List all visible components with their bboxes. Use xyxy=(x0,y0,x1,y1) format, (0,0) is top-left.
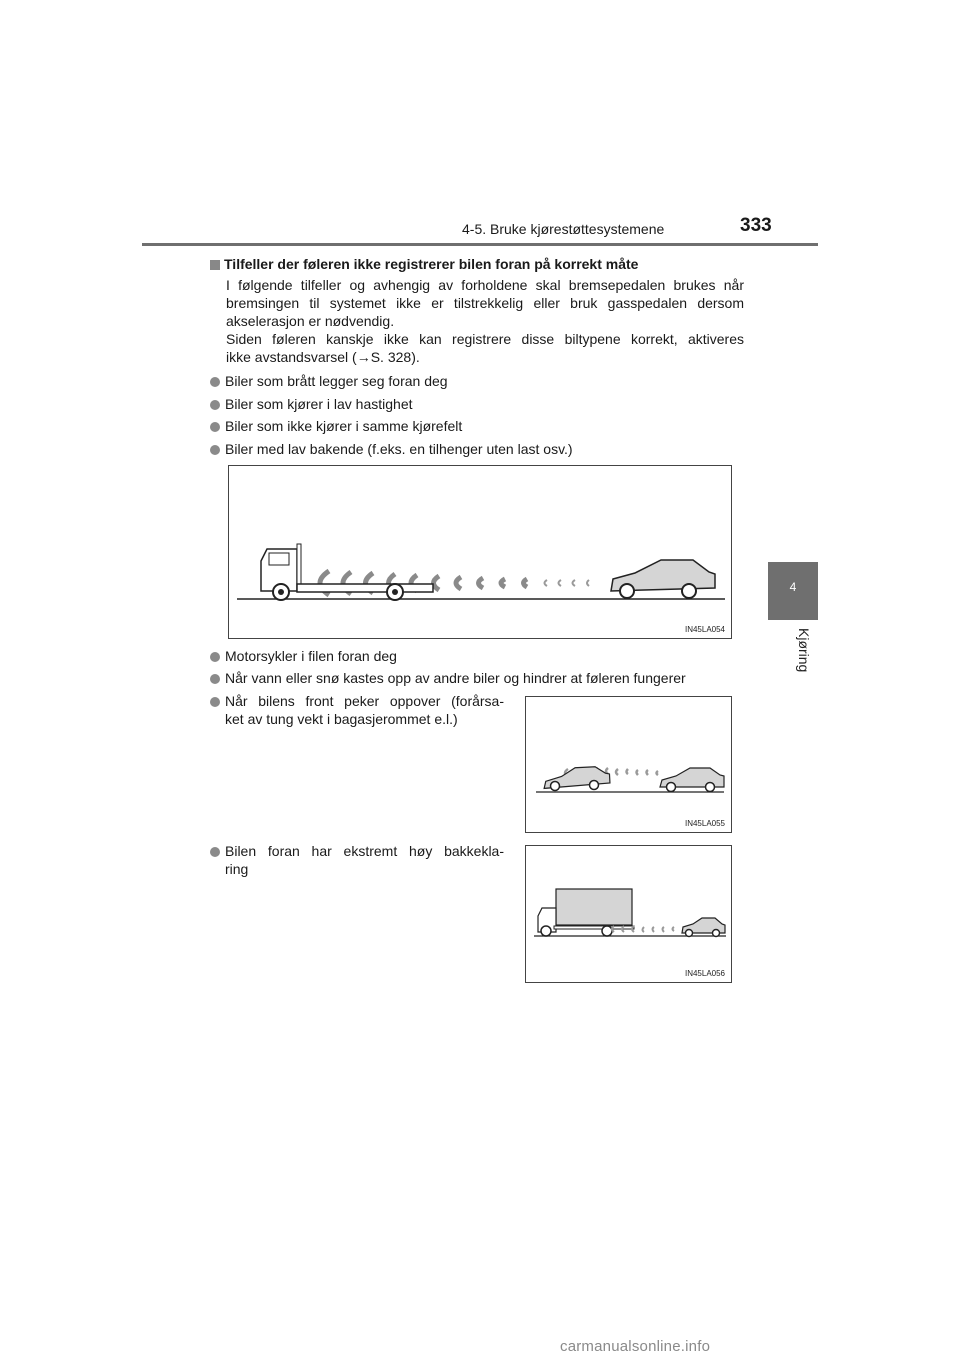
page-number: 333 xyxy=(740,215,772,236)
chapter-tab xyxy=(768,562,818,620)
bullet-dot-icon xyxy=(210,697,220,707)
list-item: Bilen foran har ekstremt høy bakkekla- ring xyxy=(210,842,504,878)
intro-line: I følgende tilfeller og avhengig av forholdene skal bremsepedalen brukes når xyxy=(226,277,744,293)
figure-high-clearance xyxy=(525,845,732,983)
running-header-section: 4-5. Bruke kjørestøttesystemene xyxy=(462,221,665,237)
bullet-dot-icon xyxy=(210,400,220,410)
section-heading-text: Tilfeller der føleren ikke registrerer bilen foran på korrekt måte xyxy=(224,256,639,272)
intro-line: ikke avstandsvarsel (→S. 328). xyxy=(226,349,420,365)
bullet-dot-icon xyxy=(210,652,220,662)
header-rule xyxy=(142,243,818,246)
chapter-label: Kjøring xyxy=(796,628,812,673)
list-item: Biler som brått legger seg foran deg xyxy=(210,372,448,390)
figure-code: IN45LA056 xyxy=(684,969,725,978)
list-item: Motorsykler i filen foran deg xyxy=(210,647,397,665)
square-bullet-icon xyxy=(210,260,220,270)
list-item: Biler med lav bakende (f.eks. en tilhenger uten last osv.) xyxy=(210,440,573,458)
intro-line: Siden føleren kanskje ikke kan registrere disse biltypene korrekt, aktiveres xyxy=(226,331,744,347)
front-up-illustration xyxy=(526,697,733,834)
bullet-dot-icon xyxy=(210,377,220,387)
figure-low-trailer xyxy=(228,465,732,639)
list-item: Når bilens front peker oppover (forårsa- ket av tung vekt i bagasjerommet e.l.) xyxy=(210,692,504,728)
low-trailer-illustration xyxy=(229,466,733,640)
figure-code: IN45LA054 xyxy=(684,625,725,634)
high-clearance-illustration xyxy=(526,846,733,984)
list-item: Når vann eller snø kastes opp av andre biler og hindrer at føleren fungerer xyxy=(210,669,686,687)
bullet-dot-icon xyxy=(210,847,220,857)
bullet-dot-icon xyxy=(210,674,220,684)
bullet-dot-icon xyxy=(210,445,220,455)
figure-front-up xyxy=(525,696,732,833)
figure-code: IN45LA055 xyxy=(684,819,725,828)
list-item: Biler som kjører i lav hastighet xyxy=(210,395,413,413)
chapter-number: 4 xyxy=(789,580,797,594)
intro-line: akselerasjon er nødvendig. xyxy=(226,313,395,329)
section-heading xyxy=(210,256,638,272)
footer-watermark[interactable]: carmanualsonline.info xyxy=(560,1338,711,1355)
intro-line: bremsingen til systemet ikke er tilstrekkelig eller bruk gasspedalen dersom xyxy=(226,295,744,311)
bullet-dot-icon xyxy=(210,422,220,432)
list-item: Biler som ikke kjører i samme kjørefelt xyxy=(210,417,462,435)
